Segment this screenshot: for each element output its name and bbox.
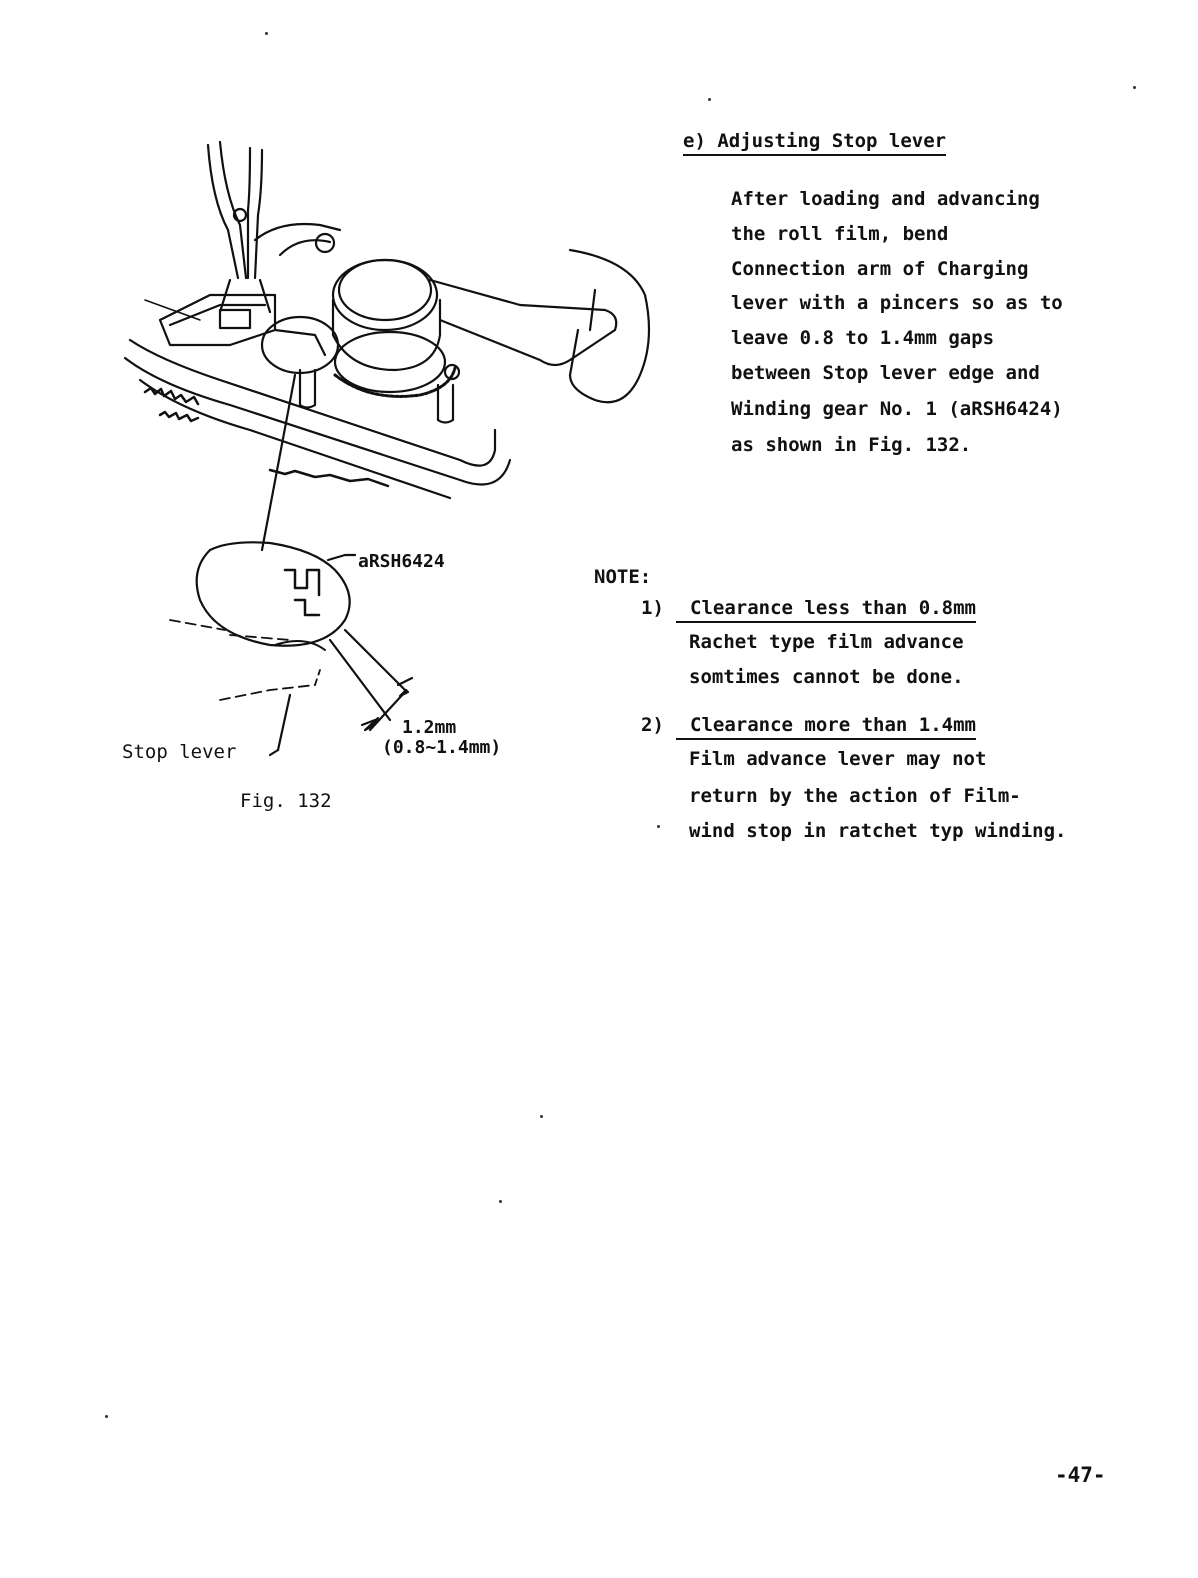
body-line: Connection arm of Charging	[731, 258, 1029, 280]
figure-132-illustration	[100, 130, 680, 780]
body-line: Winding gear No. 1 (aRSH6424)	[731, 398, 1063, 420]
body-line: as shown in Fig. 132.	[731, 434, 972, 456]
scan-speck	[265, 32, 268, 35]
scan-speck	[1133, 86, 1136, 89]
note-item-heading-text: Clearance less than 0.8mm	[676, 597, 976, 623]
body-line: leave 0.8 to 1.4mm gaps	[731, 327, 995, 349]
figure-caption: Fig. 132	[240, 790, 332, 812]
body-line: After loading and advancing	[731, 188, 1040, 210]
note-item-line: return by the action of Film-	[689, 785, 1021, 807]
hand	[570, 250, 649, 402]
dimension-range: (0.8~1.4mm)	[382, 737, 502, 758]
body-line: the roll film, bend	[731, 223, 949, 245]
body-line: lever with a pincers so as to	[731, 292, 1063, 314]
pliers	[208, 142, 270, 312]
body-line: between Stop lever edge and	[731, 362, 1040, 384]
scan-speck	[657, 825, 660, 828]
scan-speck	[540, 1115, 543, 1118]
scan-speck	[708, 98, 711, 101]
page-number: -47-	[1055, 1463, 1106, 1487]
note-item-line: Rachet type film advance	[689, 631, 964, 653]
note-item-line: somtimes cannot be done.	[689, 666, 964, 688]
note-item-heading	[676, 597, 976, 619]
scan-speck	[499, 1200, 502, 1203]
scan-speck	[105, 1415, 108, 1418]
note-title: NOTE:	[594, 566, 652, 588]
note-item-heading-text: Clearance more than 1.4mm	[676, 714, 976, 740]
part-number-label: aRSH6424	[358, 551, 445, 572]
note-item-number: 1)	[641, 597, 664, 619]
charging-lever	[430, 280, 616, 365]
section-heading	[683, 130, 946, 152]
section-heading-text: e) Adjusting Stop lever	[683, 130, 946, 156]
magnified-detail	[170, 542, 412, 755]
note-item-line: Film advance lever may not	[689, 748, 987, 770]
stop-lever-label: Stop lever	[122, 741, 237, 763]
note-item-heading	[676, 714, 976, 736]
note-item-number: 2)	[641, 714, 664, 736]
note-item-line: wind stop in ratchet typ winding.	[689, 820, 1067, 842]
dimension-value: 1.2mm	[402, 717, 457, 738]
camera-body	[130, 340, 495, 466]
detail-circle	[262, 317, 338, 373]
